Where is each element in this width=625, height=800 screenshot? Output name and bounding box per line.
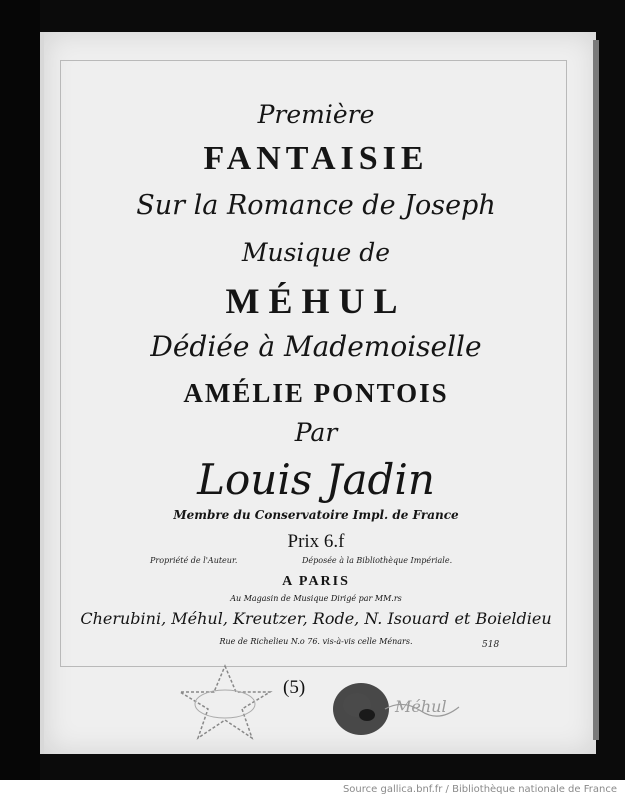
- romance-subtitle: Sur la Romance de Joseph: [136, 190, 496, 221]
- propriete-note: Propriété de l'Auteur.: [150, 556, 238, 565]
- plate-number: 518: [482, 640, 500, 650]
- a-paris-heading: A PARIS: [282, 574, 350, 589]
- composer-name: MÉHUL: [225, 281, 407, 321]
- shelf-mark: (5): [283, 677, 306, 698]
- source-credit: Source gallica.bnf.fr / Bibliothèque nationale de France: [0, 780, 625, 800]
- premiere-text: Première: [257, 100, 375, 129]
- musique-de-text: Musique de: [241, 238, 391, 267]
- dedicatee-name: AMÉLIE PONTOIS: [183, 378, 449, 408]
- star-stamp: [170, 662, 280, 742]
- page-edge-shadow: [593, 40, 599, 740]
- fantaisie-title: FANTAISIE: [203, 140, 429, 177]
- price-text: Prix 6.f: [287, 531, 345, 552]
- magasin-text: Au Magasin de Musique Dirigé par MM.rs: [230, 594, 402, 603]
- signature-scrawl: Méhul: [395, 697, 447, 716]
- address-line: Rue de Richelieu N.o 76. vis-à-vis celle Ménars.: [219, 637, 413, 646]
- scan-background-left: [0, 0, 40, 780]
- publishers-line: Cherubini, Méhul, Kreutzer, Rode, N. Isouard et Boieldieu: [80, 609, 552, 628]
- par-text: Par: [294, 418, 338, 447]
- deposee-note: Déposée à la Bibliothèque Impériale.: [302, 556, 453, 565]
- membre-text: Membre du Conservatoire Impl. de France: [173, 508, 459, 522]
- author-name: Louis Jadin: [197, 455, 435, 504]
- dedication-text: Dédiée à Mademoiselle: [150, 330, 482, 363]
